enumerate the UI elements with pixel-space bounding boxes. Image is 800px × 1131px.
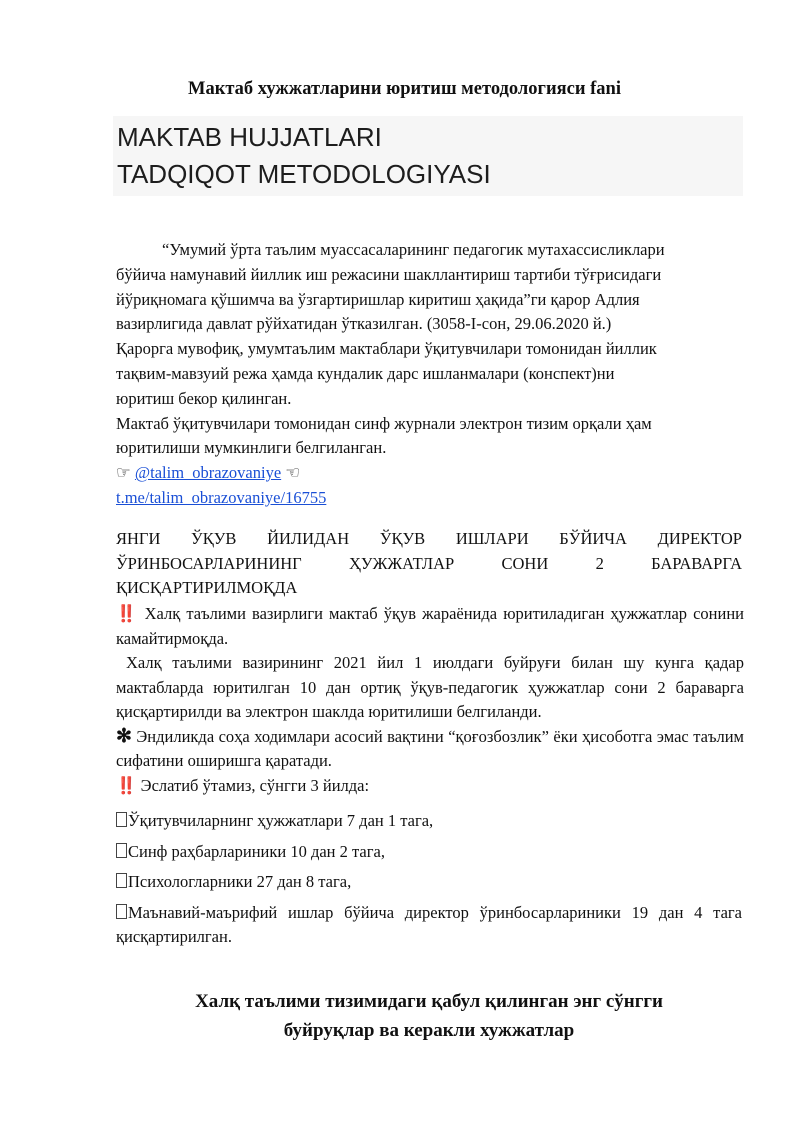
section-heading bbox=[116, 527, 742, 601]
heading-block bbox=[113, 116, 743, 196]
text-line: бўйича намунавий йиллик иш режасини шакллантириш тартиби тўғрисидаги bbox=[116, 264, 662, 284]
list-item: Синф раҳбарлариники 10 дан 2 тага, bbox=[116, 840, 742, 865]
text-line: тақвим-мавзуий режа ҳамда кундалик дарс ишланмалари (конспект)ни bbox=[116, 363, 615, 383]
text-line: Қарорга мувофиқ, умумтаълим мактаблари ўқитувчилари томонидан йиллик bbox=[116, 339, 657, 359]
pointing-left-icon: ☜ bbox=[285, 463, 301, 483]
telegram-handle-line bbox=[116, 461, 744, 486]
text-line: юритиш бекор қилинган. bbox=[116, 388, 292, 408]
checkbox-square-icon bbox=[116, 843, 127, 858]
asterisk-icon: ✻ bbox=[116, 725, 132, 747]
list-item: Ўқитувчиларнинг ҳужжатлари 7 дан 1 тага, bbox=[116, 809, 742, 834]
checkbox-square-icon bbox=[116, 904, 127, 919]
paragraph-order: Халқ таълими вазирининг 2021 йил 1 июлдаги буйруғи билан шу кунга қадар мактабларда юритилган 10 дан ортиқ ўқув-педагогик ҳужжатлар сони 2 бараварга қисқартирилди ва электрон шаклда юритилиши белгиланди. bbox=[116, 653, 744, 721]
news-paragraphs bbox=[116, 602, 744, 798]
bottom-title bbox=[116, 987, 742, 1045]
bottom-title-line-2: буйруқлар ва керакли хужжатлар bbox=[283, 1020, 575, 1041]
text-line: юритилиши мумкинлиги белгиланган. bbox=[116, 438, 387, 458]
intro-paragraph bbox=[116, 238, 744, 511]
checkbox-square-icon bbox=[116, 873, 127, 888]
reduction-list bbox=[116, 809, 742, 956]
double-exclamation-icon: ‼️ bbox=[116, 604, 139, 623]
list-item: Маънавий-маърифий ишлар бўйича директор ўринбосарлариники 19 дан 4 тага қисқартирилган. bbox=[116, 902, 742, 946]
pointing-right-icon: ☞ bbox=[116, 463, 131, 483]
double-exclamation-icon: ‼️ bbox=[116, 775, 137, 795]
telegram-post-link[interactable]: t.me/talim_obrazovaniye/16755 bbox=[116, 487, 327, 507]
list-item: Психологларники 27 дан 8 тага, bbox=[116, 870, 742, 895]
paragraph-reminder bbox=[116, 774, 744, 799]
section-heading-line-2: ЎРИНБОСАРЛАРИНИНГ ҲУЖЖАТЛАР СОНИ 2 БАРАВАРГА bbox=[116, 553, 742, 573]
text-line: Мактаб ўқитувчилари томонидан синф журнали электрон тизим орқали ҳам bbox=[116, 413, 652, 433]
paragraph-reduction bbox=[116, 602, 744, 651]
paragraph-text: Халқ таълими вазирлиги мактаб ўқув жараёнида юритиладиган ҳужжатлар сонини камайтирмоқда. bbox=[116, 604, 745, 648]
bottom-title-line-1: Халқ таълими тизимидаги қабул қилинган энг сўнгги bbox=[195, 991, 663, 1012]
paragraph-focus bbox=[116, 725, 744, 774]
section-heading-line-1: ЯНГИ ЎҚУВ ЙИЛИДАН ЎҚУВ ИШЛАРИ БЎЙИЧА ДИРЕКТОР bbox=[116, 529, 742, 548]
checkbox-square-icon bbox=[116, 812, 127, 827]
paragraph-text: Эндиликда соҳа ходимлари асосий вақтини “қоғозбозлик” ёки ҳисоботга эмас таълим сифатини оширишга қаратади. bbox=[116, 726, 744, 770]
text-line: йўриқномага қўшимча ва ўзгартиришлар киритиш ҳақида”ги қарор Адлия bbox=[116, 289, 640, 309]
document-top-title: Мактаб хужжатларини юритиш методологияси fani bbox=[188, 79, 621, 99]
text-line: вазирлигида давлат рўйхатидан ўтказилган. (3058-I-сон, 29.06.2020 й.) bbox=[116, 314, 612, 334]
heading-line-2: TADQIQOT METODOLOGIYASI bbox=[117, 159, 491, 189]
telegram-handle-link[interactable]: @talim_obrazovaniye bbox=[134, 463, 282, 483]
paragraph-text: Эслатиб ўтамиз, сўнгги 3 йилда: bbox=[140, 775, 370, 795]
text-line: “Умумий ўрта таълим муассасаларининг педагогик мутахассисликлари bbox=[162, 240, 665, 259]
telegram-link-line bbox=[116, 486, 744, 511]
section-heading-line-3: ҚИСҚАРТИРИЛМОҚДА bbox=[116, 578, 298, 597]
heading-line-1: MAKTAB HUJJATLARI bbox=[117, 122, 382, 152]
